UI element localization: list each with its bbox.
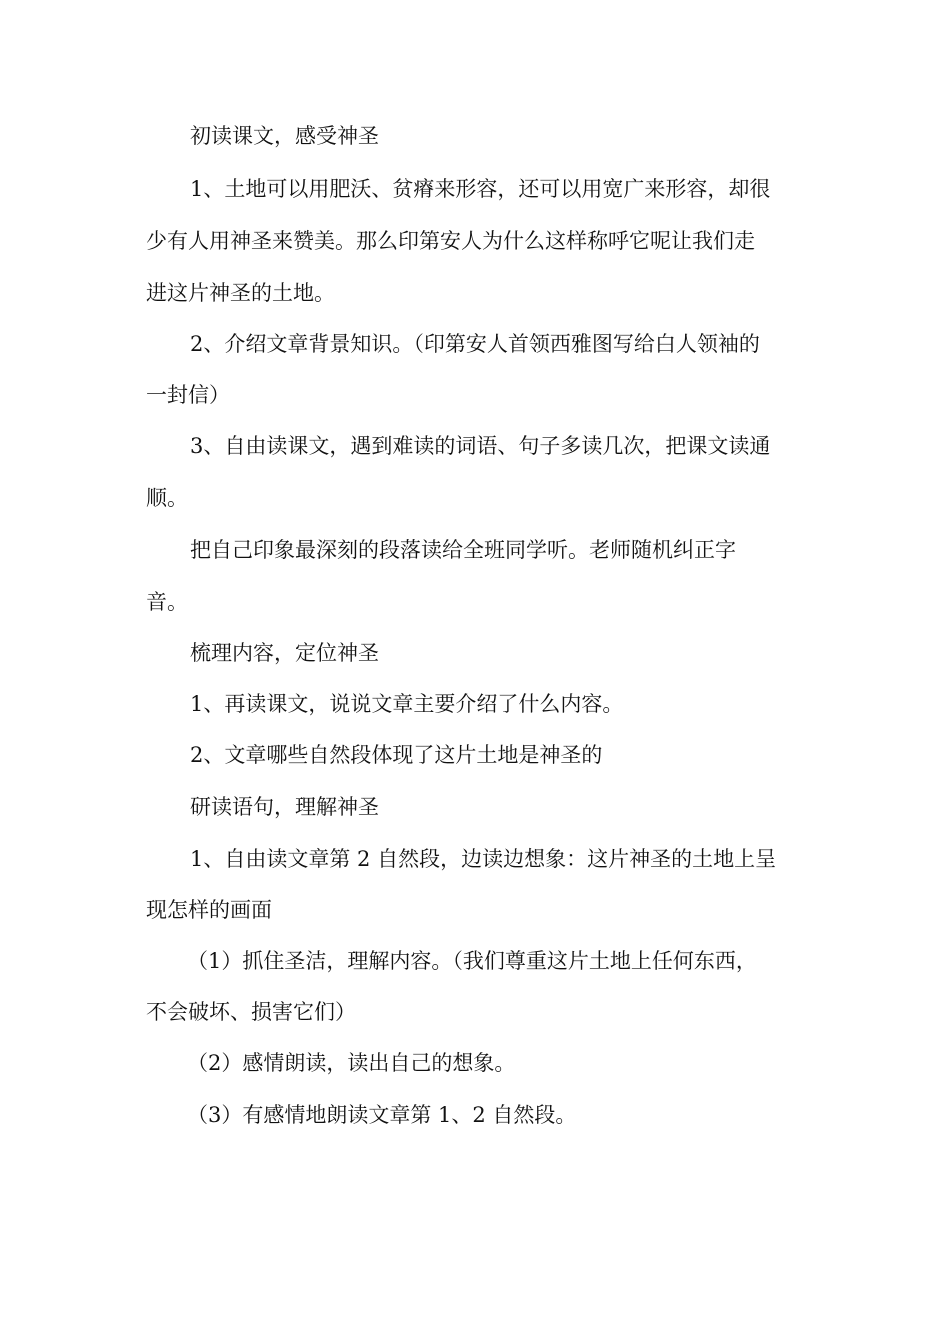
paragraph-line: 2、介绍文章背景知识。（印第安人首领西雅图写给白人领袖的	[190, 332, 760, 356]
paragraph-line: 1、再读课文，说说文章主要介绍了什么内容。	[190, 692, 624, 716]
paragraph-line: （1）抓住圣洁，理解内容。（我们尊重这片土地上任何东西，	[187, 949, 757, 973]
paragraph-line: （2）感情朗读，读出自己的想象。	[187, 1051, 516, 1075]
heading-first-reading: 初读课文，感受神圣	[190, 124, 379, 148]
paragraph-line: 2、文章哪些自然段体现了这片土地是神圣的	[190, 743, 603, 767]
paragraph-line: 把自己印象最深刻的段落读给全班同学听。老师随机纠正字	[190, 538, 736, 562]
paragraph-line: 不会破坏、损害它们）	[146, 1000, 356, 1024]
paragraph-line: 音。	[146, 590, 188, 614]
heading-sort-content: 梳理内容，定位神圣	[190, 641, 379, 665]
paragraph-line: 3、自由读课文，遇到难读的词语、句子多读几次，把课文读通	[190, 434, 771, 458]
paragraph-line: 一封信）	[146, 383, 230, 407]
paragraph-line: 进这片神圣的土地。	[146, 281, 335, 305]
paragraph-line: 1、土地可以用肥沃、贫瘠来形容，还可以用宽广来形容，却很	[190, 177, 771, 201]
paragraph-line: 1、自由读文章第 2 自然段，边读边想象：这片神圣的土地上呈	[190, 847, 777, 871]
paragraph-line: （3）有感情地朗读文章第 1、2 自然段。	[187, 1103, 577, 1127]
paragraph-line: 少有人用神圣来赞美。那么印第安人为什么这样称呼它呢让我们走	[146, 229, 755, 253]
paragraph-line: 现怎样的画面	[146, 898, 272, 922]
heading-study-sentences: 研读语句，理解神圣	[190, 795, 379, 819]
paragraph-line: 顺。	[146, 486, 188, 510]
